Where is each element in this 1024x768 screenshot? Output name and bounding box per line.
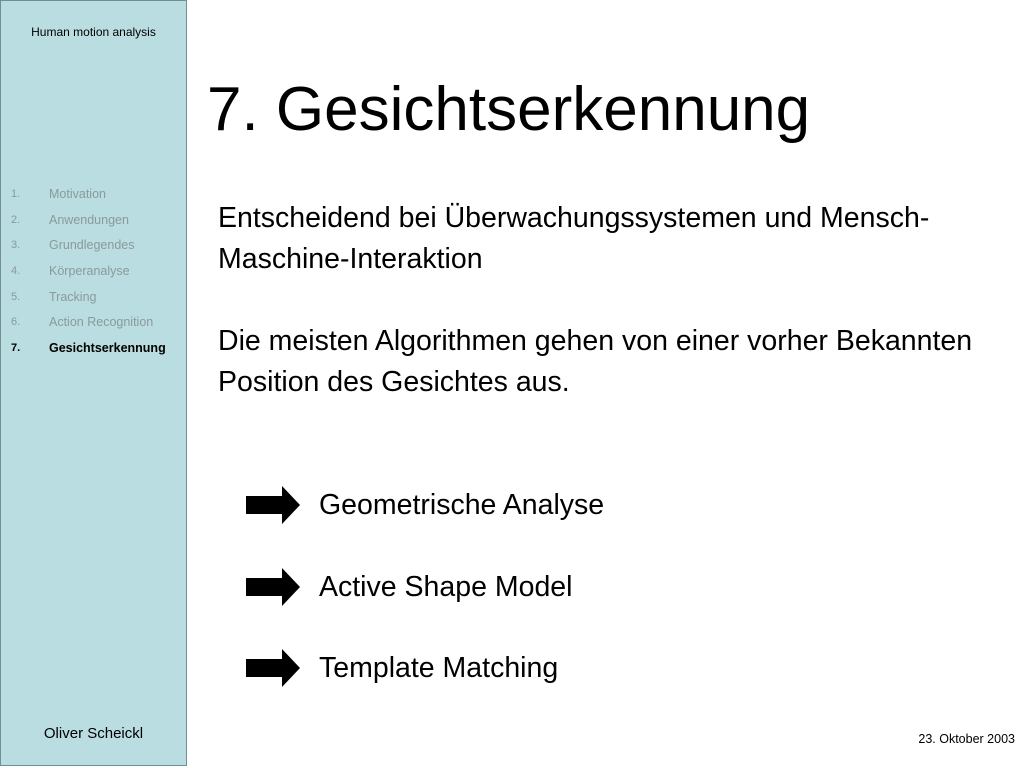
agenda-item-grundlegendes[interactable] <box>11 232 187 258</box>
agenda-item-label: Körperanalyse <box>49 263 130 278</box>
agenda-item-motivation[interactable] <box>11 181 187 207</box>
agenda-item-number: 6. <box>11 316 21 329</box>
sidebar <box>0 0 187 766</box>
agenda-item-label: Motivation <box>49 186 106 201</box>
agenda-item-number: 5. <box>11 290 21 303</box>
agenda-item-action-recognition[interactable] <box>11 309 187 335</box>
sidebar-title: Human motion analysis <box>31 25 156 39</box>
bullet-template-matching <box>246 648 558 688</box>
right-arrow-icon <box>246 649 300 687</box>
paragraph-2: Die meisten Algorithmen gehen von einer vorher Bekannten Position des Gesichtes aus. <box>218 325 973 398</box>
right-arrow-icon <box>246 486 300 524</box>
agenda-list <box>11 181 187 361</box>
agenda-item-label: Anwendungen <box>49 212 129 227</box>
bullet-label: Template Matching <box>319 651 559 684</box>
right-arrow-icon <box>246 568 300 606</box>
agenda-item-label: Tracking <box>49 289 97 304</box>
agenda-item-number: 2. <box>11 213 21 226</box>
agenda-item-tracking[interactable] <box>11 284 187 310</box>
agenda-item-label: Action Recognition <box>49 315 154 330</box>
bullet-geometrische-analyse <box>246 485 604 525</box>
bullet-label: Geometrische Analyse <box>319 488 605 521</box>
agenda-item-label: Gesichtserkennung <box>49 340 166 355</box>
agenda-item-koerperanalyse[interactable] <box>11 258 187 284</box>
bullet-active-shape-model <box>246 567 572 607</box>
agenda-item-number: 1. <box>11 187 21 200</box>
agenda-item-number: 3. <box>11 239 21 252</box>
paragraph-1: Entscheidend bei Überwachungssystemen und Mensch-Maschine-Interaktion <box>218 202 930 275</box>
agenda-item-label: Grundlegendes <box>49 238 135 253</box>
agenda-item-number: 7. <box>11 341 21 354</box>
slide-title: 7. Gesichtserkennung <box>207 75 811 144</box>
author-name: Oliver Scheickl <box>43 725 144 742</box>
slide-date: 23. Oktober 2003 <box>918 732 1015 746</box>
bullet-label: Active Shape Model <box>319 570 573 603</box>
agenda-item-gesichtserkennung[interactable] <box>11 335 187 361</box>
agenda-item-number: 4. <box>11 264 21 277</box>
agenda-item-anwendungen[interactable] <box>11 207 187 233</box>
